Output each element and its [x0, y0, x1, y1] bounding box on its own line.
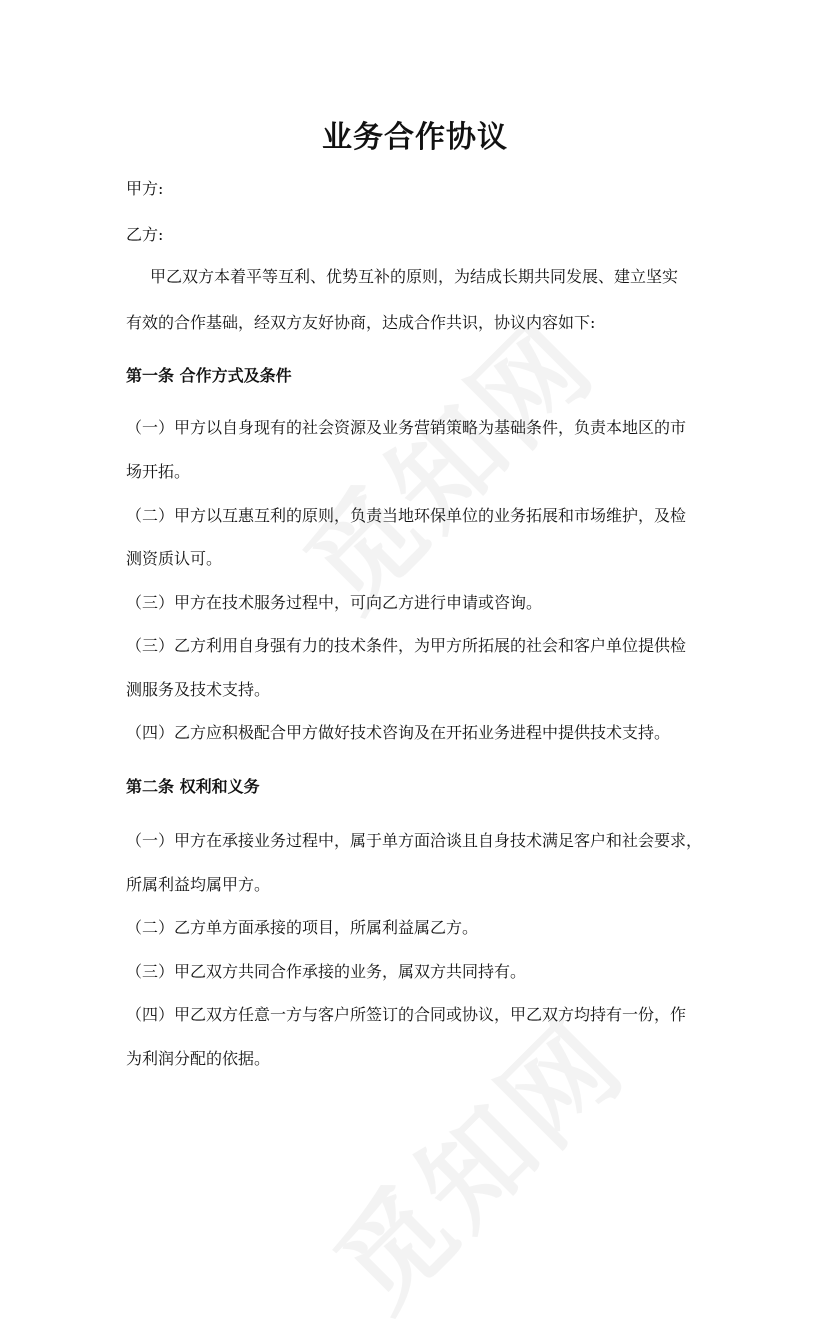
article-1-line: 测资质认可。: [126, 549, 223, 568]
article-1-line: 测服务及技术支持。: [126, 680, 271, 699]
article-2-line: （三）甲乙双方共同合作承接的业务，属双方共同持有。: [126, 962, 527, 981]
article-2-line: （一）甲方在承接业务过程中，属于单方面洽谈且自身技术满足客户和社会要求，: [126, 831, 703, 850]
document-title: 业务合作协议: [322, 120, 508, 155]
article-2-line: 所属利益均属甲方。: [126, 875, 271, 894]
article-1-heading: 第一条 合作方式及条件: [126, 366, 292, 385]
article-1-line: （一）甲方以自身现有的社会资源及业务营销策略为基础条件，负责本地区的市: [126, 418, 687, 437]
article-2-line: （四）甲乙双方任意一方与客户所签订的合同或协议，甲乙双方均持有一份，作: [126, 1005, 687, 1024]
article-1-line: （三）甲方在技术服务过程中，可向乙方进行申请或咨询。: [126, 593, 543, 612]
article-2-line: 为利润分配的依据。: [126, 1049, 271, 1068]
article-1-line: （二）甲方以互惠互利的原则，负责当地环保单位的业务拓展和市场维护，及检: [126, 506, 687, 525]
party-a-label: 甲方:: [126, 179, 164, 198]
article-2-heading: 第二条 权利和义务: [126, 777, 260, 796]
article-2-line: （二）乙方单方面承接的项目，所属利益属乙方。: [126, 918, 479, 937]
article-1-line: 场开拓。: [126, 462, 191, 481]
intro-line: 甲乙双方本着平等互利、优势互补的原则，为结成长期共同发展、建立坚实: [150, 267, 679, 286]
intro-line: 有效的合作基础，经双方友好协商，达成合作共识，协议内容如下:: [126, 313, 596, 332]
article-1-line: （四）乙方应积极配合甲方做好技术咨询及在开拓业务进程中提供技术支持。: [126, 723, 671, 742]
party-b-label: 乙方:: [126, 225, 164, 244]
article-1-line: （三）乙方利用自身强有力的技术条件，为甲方所拓展的社会和客户单位提供检: [126, 636, 687, 655]
watermark-logo: [295, 980, 653, 1338]
